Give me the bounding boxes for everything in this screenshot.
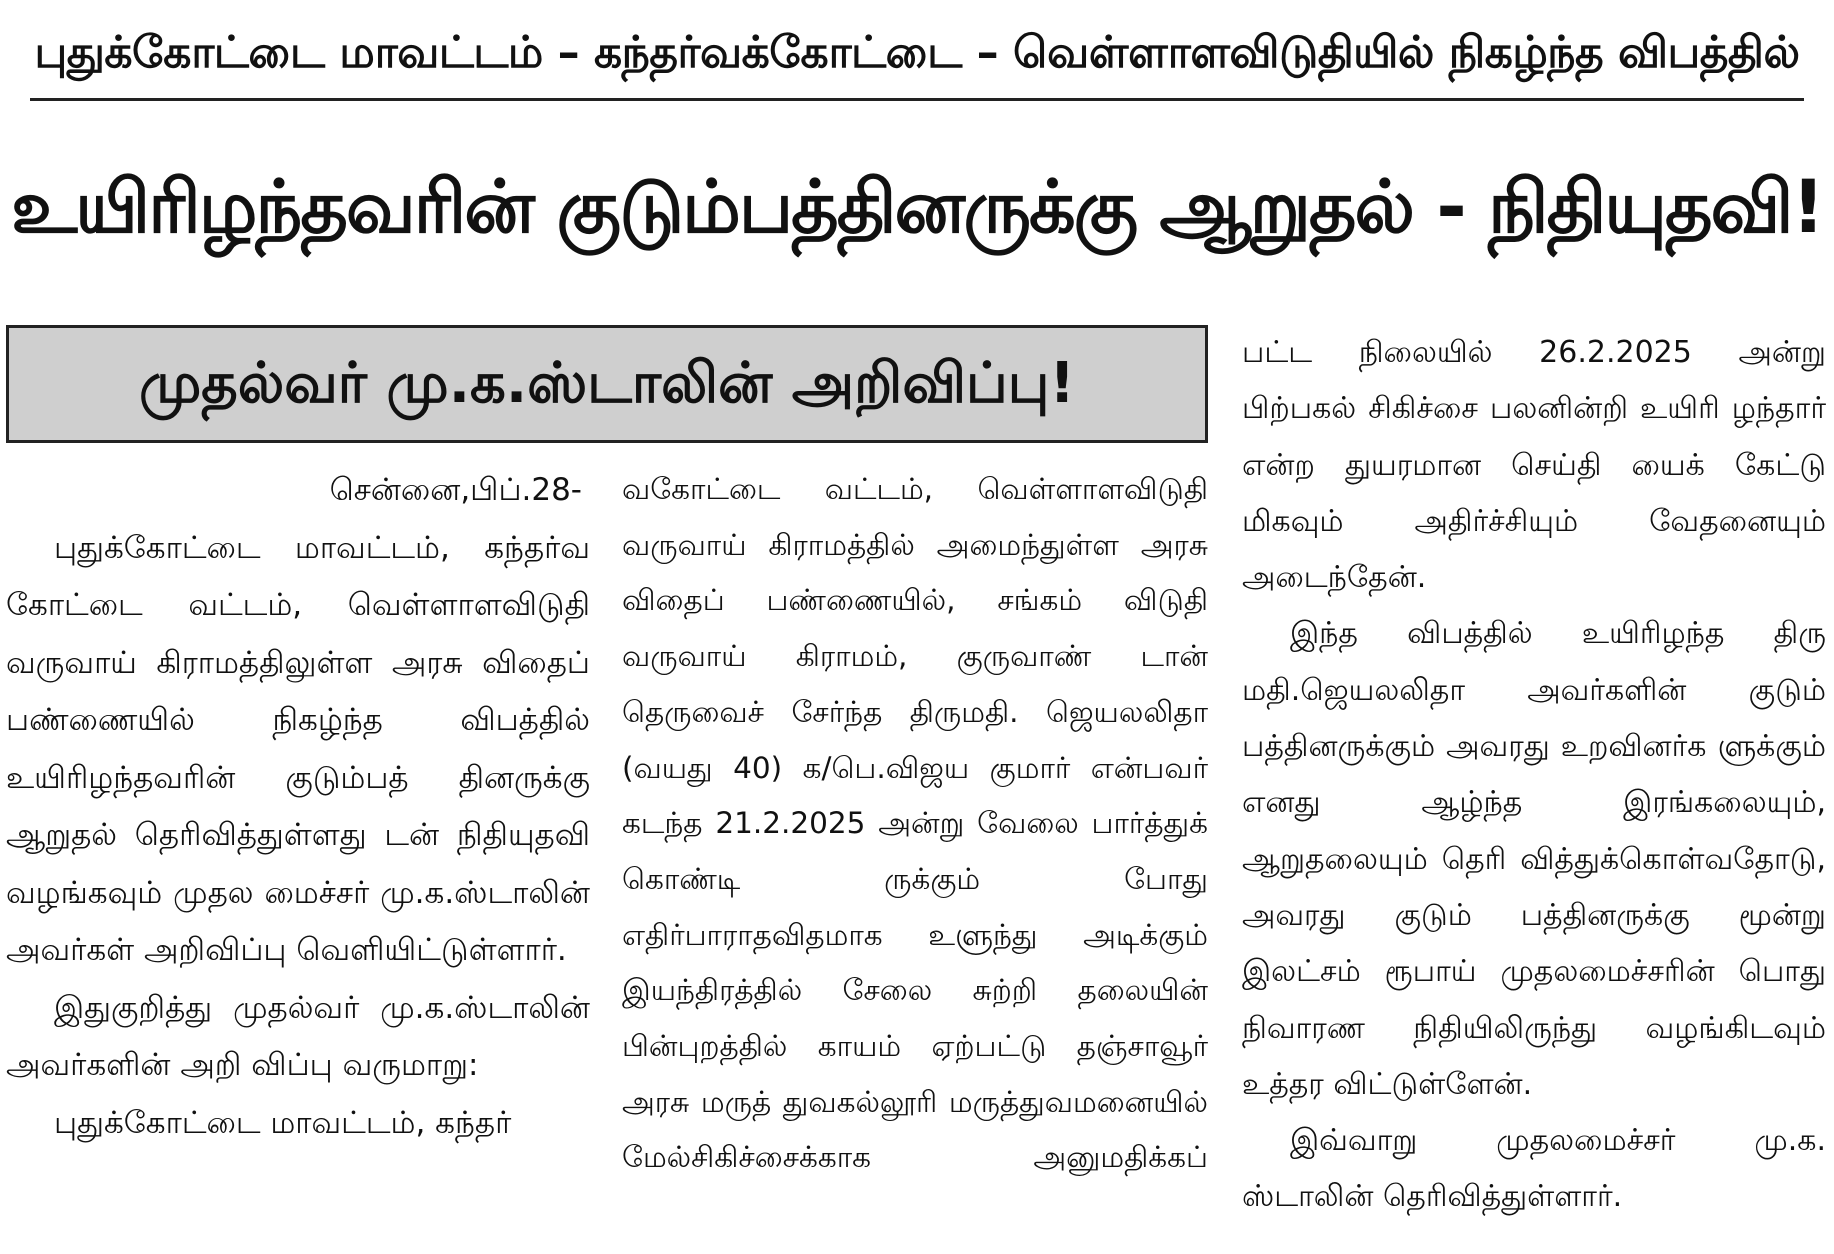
headline: உயிரிழந்தவரின் குடும்பத்தினருக்கு ஆறுதல் - நிதியுதவி! [11,165,1823,250]
article-column-2 [622,462,1208,1242]
article-paragraph: புதுக்கோட்டை மாவட்டம், கந்தர் [54,1104,512,1141]
subhead: முதல்வர் மு.க.ஸ்டாலின் அறிவிப்பு! [139,351,1075,416]
article-paragraph: வகோட்டை வட்டம், வெள்ளாளவிடுதி வருவாய் கிராமத்தில் அமைந்துள்ள அரசு விதைப் பண்ணையில், சங்கம் விடுதி வருவாய் கிராமம், குருவாண் டான் தெருவைச் சேர்ந்த திருமதி. ஜெயலலிதா (வயது 40) க/பெ.விஜய குமார் என்பவர் கடந்த 21.2.2025 அன்று வேலை பார்த்துக் கொண்டி ருக்கும் போது எதிர்பாராதவிதமாக உளுந்து அடிக்கும் இயந்திரத்தில் சேலை சுற்றி தலையின் பின்புறத்தில் காயம் ஏற்பட்டு தஞ்சாவூர் அரசு மருத் துவகல்லூரி மருத்துவமனையில் மேல்சிகிச்சைக்காக அனுமதிக்கப் [622,472,1208,1175]
article-paragraph: பட்ட நிலையில் 26.2.2025 அன்று பிற்பகல் சிகிச்சை பலனின்றி உயிரி ழந்தார் என்ற துயரமான செய்தி யைக் கேட்டு மிகவும் அதிர்ச்சியும் வேதனையும் அடைந்தேன். [1242,335,1826,596]
kicker-divider [30,98,1804,101]
article-paragraph: இவ்வாறு முதலமைச்சர் மு.க. ஸ்டாலின் தெரிவித்துள்ளார். [1242,1123,1826,1215]
article-column-3 [1242,325,1826,1245]
kicker-line: புதுக்கோட்டை மாவட்டம் – கந்தர்வக்கோட்டை – வெள்ளாளவிடுதியில் நிகழ்ந்த விபத்தில் [34,27,1800,78]
article-paragraph: புதுக்கோட்டை மாவட்டம், கந்தர்வ கோட்டை வட்டம், வெள்ளாளவிடுதி வருவாய் கிராமத்திலுள்ள அரசு விதைப் பண்ணையில் நிகழ்ந்த விபத்தில் உயிரிழந்தவரின் குடும்பத் தினருக்கு ஆறுதல் தெரிவித்துள்ளது டன் நிதியுதவி வழங்கவும் முதல மைச்சர் மு.க.ஸ்டாலின் அவர்கள் அறிவிப்பு வெளியிட்டுள்ளார். [6,529,590,968]
dateline: சென்னை,பிப்.28- [329,472,582,508]
article-paragraph: இந்த விபத்தில் உயிரிழந்த திரு மதி.ஜெயலலிதா அவர்களின் குடும் பத்தினருக்கும் அவரது உறவினர்க ளுக்கும் எனது ஆழ்ந்த இரங்கலையும், ஆறுதலையும் தெரி வித்துக்கொள்வதோடு, அவரது குடும் பத்தினருக்கு மூன்று இலட்சம் ரூபாய் முதலமைச்சரின் பொது நிவாரண நிதியிலிருந்து வழங்கிடவும் உத்தர விட்டுள்ளேன். [1242,616,1826,1102]
article-paragraph: இதுகுறித்து முதல்வர் மு.க.ஸ்டாலின் அவர்களின் அறி விப்பு வருமாறு: [6,989,590,1083]
article-column-1 [6,462,590,1242]
subhead-box [6,325,1208,443]
